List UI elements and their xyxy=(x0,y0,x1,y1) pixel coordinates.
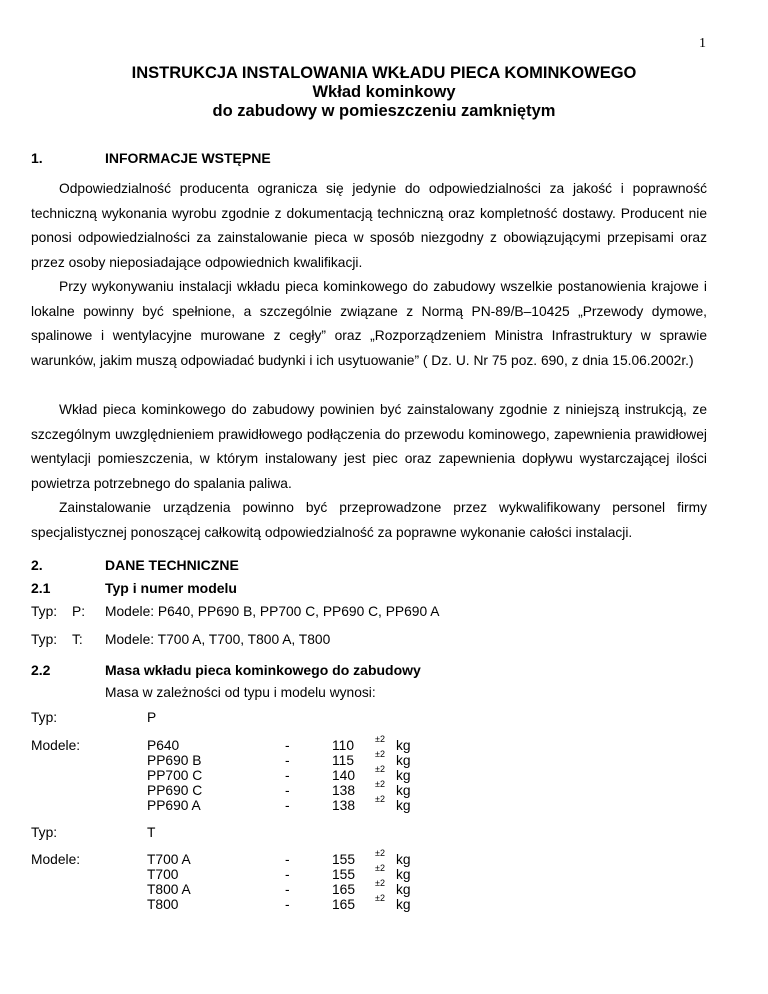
page-number: 1 xyxy=(699,36,706,51)
subsection-heading-text: Typ i numer modelu xyxy=(105,580,237,596)
row-type: P: xyxy=(72,604,86,619)
mass-value: 140 xyxy=(332,768,356,783)
paragraph xyxy=(31,398,707,496)
modele-label: Modele: xyxy=(31,738,81,753)
tolerance: ±2 xyxy=(375,863,385,873)
dash: - xyxy=(285,768,290,783)
tolerance: ±2 xyxy=(375,893,385,903)
modele-label: Modele: xyxy=(31,852,81,867)
dash: - xyxy=(285,867,290,882)
paragraph xyxy=(31,177,707,275)
tolerance: ±2 xyxy=(375,794,385,804)
model-name: T800 xyxy=(147,897,179,912)
model-name: PP690 C xyxy=(147,783,203,798)
type-label: Typ: xyxy=(31,825,58,840)
dash: - xyxy=(285,783,290,798)
paragraph-text: Przy wykonywaniu instalacji wkładu pieca kominkowego do zabudowy wszelkie postanowienia krajowe i lokalne powinny być spełnione, a szczególnie związane z Normą PN-89/B–10425 „Przewody dymowe, spalinowe i wentylacyjne murowane z cegły” oraz „Rozporządzeniem Ministra Infrastruktury w sprawie warunków, jakim muszą odpowiadać budynki i ich usytuowanie” ( Dz. U. Nr 75 poz. 690, z dnia 15.06.2002r.) xyxy=(31,279,707,368)
tolerance: ±2 xyxy=(375,878,385,888)
unit: kg xyxy=(396,882,411,897)
dash: - xyxy=(285,738,290,753)
mass-value: 165 xyxy=(332,882,356,897)
model-name: PP690 A xyxy=(147,798,201,813)
type-row xyxy=(31,710,157,726)
dash: - xyxy=(285,882,290,897)
row-label: Typ: xyxy=(31,632,58,647)
tolerance: ±2 xyxy=(375,779,385,789)
model-name: T800 A xyxy=(147,882,191,897)
dash: - xyxy=(285,897,290,912)
unit: kg xyxy=(396,852,411,867)
title-line-3: do zabudowy w pomieszczeniu zamkniętym xyxy=(212,102,556,120)
model-name: T700 A xyxy=(147,852,191,867)
type-row xyxy=(31,825,156,841)
mass-value: 155 xyxy=(332,852,356,867)
mass-value: 155 xyxy=(332,867,356,882)
section-number: 2. xyxy=(31,557,43,573)
subsection-heading-text: Masa wkładu pieca kominkowego do zabudowy xyxy=(105,662,421,678)
type-value: P xyxy=(147,710,157,725)
paragraph-text: Wkład pieca kominkowego do zabudowy powinien być zainstalowany zgodnie z niniejszą instrukcją, ze szczególnym uwzględnieniem prawidłowego podłączenia do przewodu kominowego, zapewnienia prawidłowej wentylacji pomieszczenia, w którym instalowany jest piec oraz zapewnienia dopływu wystarczającej ilości powietrza potrzebnego do spalania paliwa. xyxy=(31,402,707,491)
tolerance: ±2 xyxy=(375,734,385,744)
paragraph xyxy=(31,275,707,373)
dash: - xyxy=(285,753,290,768)
paragraph-text: Odpowiedzialność producenta ogranicza się jedynie do odpowiedzialności za jakość i poprawność techniczną wykonania wyrobu zgodnie z dokumentacją techniczną oraz kompletność dostawy. Producent nie ponosi odpowiedzialności za zainstalowanie pieca w sposób niezgodny z obowiązującymi przepisami oraz przez osoby nieposiadające odpowiednich kwalifikacji. xyxy=(31,181,707,270)
unit: kg xyxy=(396,768,411,783)
mass-value: 115 xyxy=(332,753,354,768)
mass-intro: Masa w zależności od typu i modelu wynosi: xyxy=(105,685,376,700)
unit: kg xyxy=(396,867,411,882)
type-label: Typ: xyxy=(31,710,58,725)
section-heading-text: DANE TECHNICZNE xyxy=(105,557,239,573)
unit: kg xyxy=(396,783,411,798)
row-models: Modele: T700 A, T700, T800 A, T800 xyxy=(105,632,331,647)
unit: kg xyxy=(396,897,411,912)
tolerance: ±2 xyxy=(375,848,385,858)
dash: - xyxy=(285,798,290,813)
paragraph-text: Zainstalowanie urządzenia powinno być przeprowadzone przez wykwalifikowany personel firmy specjalistycznej ponoszącej całkowitą odpowiedzialność za poprawne wykonanie całości instalacji. xyxy=(31,500,707,540)
tolerance: ±2 xyxy=(375,749,385,759)
model-name: PP700 C xyxy=(147,768,203,783)
dash: - xyxy=(285,852,290,867)
mass-value: 138 xyxy=(332,798,356,813)
title-line-2: Wkład kominkowy xyxy=(312,83,456,101)
unit: kg xyxy=(396,738,411,753)
row-models: Modele: P640, PP690 B, PP700 C, PP690 C, PP690 A xyxy=(105,604,440,619)
title-line-1: INSTRUKCJA INSTALOWANIA WKŁADU PIECA KOMINKOWEGO xyxy=(131,64,637,82)
paragraph xyxy=(31,496,707,545)
subsection-number: 2.1 xyxy=(31,580,51,596)
mass-value: 110 xyxy=(332,738,354,753)
model-name: P640 xyxy=(147,738,180,753)
unit: kg xyxy=(396,753,411,768)
mass-table-p xyxy=(0,734,768,818)
model-name: PP690 B xyxy=(147,753,202,768)
row-label: Typ: xyxy=(31,604,58,619)
section-heading-text: INFORMACJE WSTĘPNE xyxy=(105,150,271,166)
tolerance: ±2 xyxy=(375,764,385,774)
section-number: 1. xyxy=(31,150,43,166)
type-value: T xyxy=(147,825,156,840)
subsection-number: 2.2 xyxy=(31,662,51,678)
model-row xyxy=(31,632,331,648)
document-title xyxy=(60,64,708,121)
mass-value: 138 xyxy=(332,783,356,798)
mass-table-t xyxy=(0,848,768,916)
unit: kg xyxy=(396,798,411,813)
model-name: T700 xyxy=(147,867,179,882)
model-row xyxy=(31,604,440,620)
mass-value: 165 xyxy=(332,897,356,912)
row-type: T: xyxy=(72,632,83,647)
